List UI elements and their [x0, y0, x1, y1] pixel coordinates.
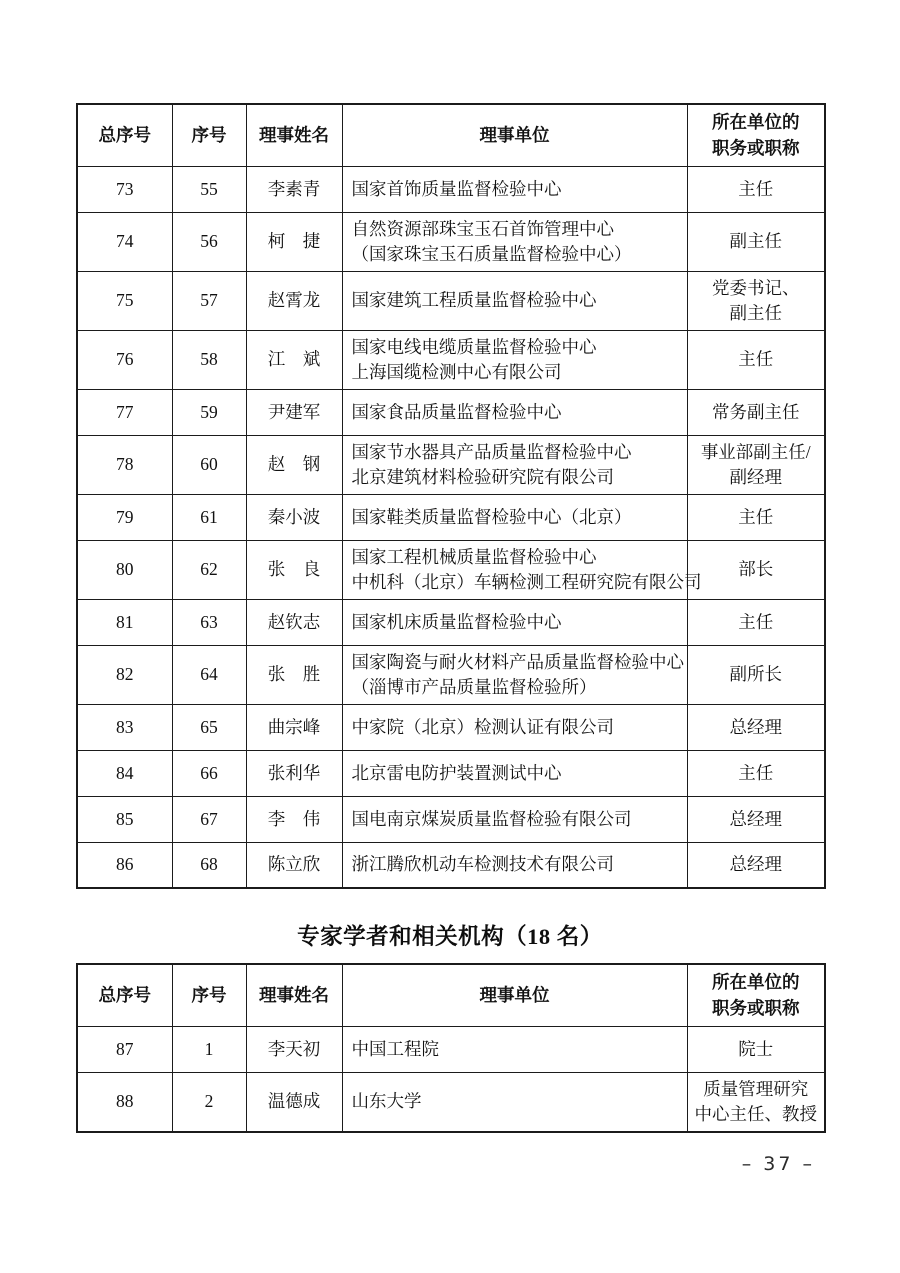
cell-line: 国家鞋类质量监督检验中心（北京） [351, 506, 632, 527]
cell-line: 主任 [738, 178, 774, 199]
cell-line: 总经理 [729, 808, 782, 829]
cell-line: 国家节水器具产品质量监督检验中心 [351, 441, 632, 462]
cell-total-number [77, 212, 172, 271]
cell-member-unit [342, 271, 687, 330]
page-number: – 37 – [741, 1153, 815, 1175]
cell-total-number [77, 271, 172, 330]
cell-line: 68 [200, 854, 218, 875]
table-row [77, 1072, 825, 1132]
header-row [77, 104, 825, 166]
cell-line: 82 [116, 664, 134, 684]
cell-position-title [687, 494, 825, 540]
cell-line: 上海国缆检测中心有限公司 [351, 361, 562, 382]
cell-member-name [246, 212, 342, 271]
cell-position-title [687, 1072, 825, 1132]
cell-line: 江 斌 [267, 349, 321, 369]
cell-member-name [246, 435, 342, 494]
cell-line: 张利华 [267, 762, 321, 783]
cell-position-title [687, 389, 825, 435]
header-position-title [687, 104, 825, 166]
cell-line: 2 [204, 1091, 214, 1111]
table-1-header [77, 104, 825, 166]
cell-line: 75 [116, 290, 134, 310]
cell-line: 尹建军 [267, 401, 321, 422]
cell-position-title [687, 330, 825, 389]
cell-member-name [246, 1072, 342, 1132]
cell-total-number [77, 435, 172, 494]
cell-line: 73 [116, 178, 134, 199]
cell-total-number [77, 842, 172, 888]
section-2-heading: 专家学者和相关机构（18 名） [297, 924, 603, 949]
cell-line: 北京雷电防护装置测试中心 [351, 762, 562, 783]
cell-serial-number [172, 796, 246, 842]
cell-member-unit [342, 540, 702, 599]
cell-line: 国电南京煤炭质量监督检验有限公司 [351, 808, 632, 829]
cell-line: 中国工程院 [351, 1038, 439, 1059]
cell-line: 党委书记、 [712, 277, 800, 298]
header-member-unit: 理事单位 [342, 964, 687, 1026]
header-member-name: 理事姓名 [246, 964, 342, 1026]
cell-line: 62 [200, 559, 218, 579]
cell-member-unit [342, 796, 687, 842]
table-row [77, 330, 825, 389]
cell-member-unit [342, 1026, 687, 1072]
cell-line: 国家首饰质量监督检验中心 [351, 178, 562, 199]
cell-line: 61 [200, 506, 218, 527]
cell-total-number [77, 796, 172, 842]
cell-line: 柯 捷 [267, 231, 321, 251]
cell-member-name [246, 494, 342, 540]
cell-member-unit [342, 599, 687, 645]
cell-position-title [687, 645, 825, 704]
cell-member-name [246, 599, 342, 645]
header-position-title-line2: 职务或职称 [712, 998, 800, 1019]
cell-line: 陈立欣 [267, 854, 321, 875]
table-2-header [77, 964, 825, 1026]
cell-member-name [246, 389, 342, 435]
cell-member-name [246, 330, 342, 389]
cell-member-unit [342, 750, 687, 796]
cell-line: 曲宗峰 [267, 716, 321, 737]
cell-line: 国家电线电缆质量监督检验中心 [351, 336, 597, 357]
cell-member-name [246, 166, 342, 212]
cell-line: 中机科（北京）车辆检测工程研究院有限公司 [351, 571, 702, 592]
cell-line: 1 [204, 1038, 214, 1059]
cell-total-number [77, 166, 172, 212]
cell-line: 赵钦志 [267, 611, 321, 632]
cell-line: 副经理 [729, 466, 782, 487]
cell-line: 总经理 [729, 716, 782, 737]
cell-serial-number [172, 494, 246, 540]
cell-member-unit [342, 389, 687, 435]
cell-position-title [687, 166, 825, 212]
header-position-title [687, 964, 825, 1026]
table-1-body [77, 166, 825, 888]
cell-line: 部长 [738, 559, 774, 579]
cell-position-title [687, 1026, 825, 1072]
cell-line: 83 [116, 716, 134, 737]
cell-line: 李天初 [267, 1038, 321, 1059]
table-row [77, 842, 825, 888]
cell-line: 86 [116, 854, 134, 875]
cell-line: 副主任 [729, 231, 782, 251]
table-row [77, 212, 825, 271]
cell-line: 山东大学 [351, 1091, 422, 1111]
cell-total-number [77, 540, 172, 599]
cell-line: 院士 [738, 1038, 774, 1059]
cell-line: 浙江腾欣机动车检测技术有限公司 [351, 854, 614, 875]
cell-line: 88 [116, 1091, 134, 1111]
table-2-body [77, 1026, 825, 1132]
cell-line: 副主任 [729, 302, 782, 323]
table-row [77, 166, 825, 212]
cell-line: 84 [116, 762, 134, 783]
header-position-title-line2: 职务或职称 [712, 138, 800, 159]
cell-serial-number [172, 704, 246, 750]
cell-member-unit [342, 1072, 687, 1132]
cell-serial-number [172, 540, 246, 599]
cell-line: 56 [200, 231, 218, 251]
cell-line: 81 [116, 611, 134, 632]
header-row [77, 964, 825, 1026]
cell-line: 63 [200, 611, 218, 632]
cell-line: 温德成 [267, 1091, 321, 1111]
cell-serial-number [172, 842, 246, 888]
cell-serial-number [172, 330, 246, 389]
cell-line: 79 [116, 506, 134, 527]
council-members-table-1 [76, 103, 826, 889]
cell-member-name [246, 750, 342, 796]
cell-total-number [77, 330, 172, 389]
cell-position-title [687, 796, 825, 842]
table-row [77, 750, 825, 796]
cell-line: 67 [200, 808, 218, 829]
cell-position-title [687, 750, 825, 796]
cell-serial-number [172, 1026, 246, 1072]
header-serial-number: 序号 [172, 104, 246, 166]
header-position-title-line1: 所在单位的 [712, 972, 800, 993]
cell-line: 80 [116, 559, 134, 579]
cell-position-title [687, 212, 825, 271]
table-row [77, 796, 825, 842]
cell-line: 87 [116, 1038, 134, 1059]
cell-position-title [687, 435, 825, 494]
cell-line: 65 [200, 716, 218, 737]
cell-member-name [246, 704, 342, 750]
cell-member-unit [342, 212, 687, 271]
cell-line: 李 伟 [267, 808, 321, 829]
cell-serial-number [172, 212, 246, 271]
cell-line: 主任 [738, 762, 774, 783]
cell-position-title [687, 540, 825, 599]
cell-member-unit [342, 842, 687, 888]
cell-total-number [77, 389, 172, 435]
cell-line: 常务副主任 [712, 401, 800, 422]
cell-position-title [687, 599, 825, 645]
cell-member-unit [342, 435, 687, 494]
cell-member-unit [342, 645, 687, 704]
cell-member-name [246, 540, 342, 599]
table-row [77, 1026, 825, 1072]
cell-line: 总经理 [729, 854, 782, 875]
cell-total-number [77, 704, 172, 750]
cell-member-name [246, 842, 342, 888]
cell-line: 中家院（北京）检测认证有限公司 [351, 716, 614, 737]
cell-member-name [246, 271, 342, 330]
cell-line: 自然资源部珠宝玉石首饰管理中心 [351, 218, 614, 239]
cell-total-number [77, 494, 172, 540]
experts-scholars-table-2 [76, 963, 826, 1133]
cell-member-name [246, 645, 342, 704]
cell-position-title [687, 271, 825, 330]
cell-line: 国家食品质量监督检验中心 [351, 401, 562, 422]
cell-serial-number [172, 435, 246, 494]
table-row [77, 435, 825, 494]
header-serial-number: 序号 [172, 964, 246, 1026]
cell-line: 55 [200, 178, 218, 199]
cell-total-number [77, 750, 172, 796]
cell-member-unit [342, 166, 687, 212]
cell-line: 事业部副主任/ [700, 441, 811, 462]
cell-line: 57 [200, 290, 218, 310]
cell-line: 主任 [738, 611, 774, 632]
cell-serial-number [172, 166, 246, 212]
table-row [77, 389, 825, 435]
cell-line: 66 [200, 762, 218, 783]
cell-total-number [77, 645, 172, 704]
cell-line: 秦小波 [267, 506, 321, 527]
cell-total-number [77, 599, 172, 645]
cell-line: 张 胜 [267, 664, 321, 684]
cell-serial-number [172, 599, 246, 645]
cell-serial-number [172, 645, 246, 704]
cell-member-name [246, 1026, 342, 1072]
cell-line: （淄博市产品质量监督检验所） [351, 676, 597, 697]
cell-member-unit [342, 494, 687, 540]
cell-line: 质量管理研究 [703, 1078, 809, 1099]
cell-line: 64 [200, 664, 218, 684]
cell-line: 国家机床质量监督检验中心 [351, 611, 562, 632]
header-total-number: 总序号 [77, 964, 172, 1026]
cell-line: 59 [200, 401, 218, 422]
cell-line: 中心主任、教授 [694, 1103, 817, 1124]
cell-line: 主任 [738, 349, 774, 369]
table-row [77, 540, 825, 599]
cell-total-number [77, 1026, 172, 1072]
cell-member-unit [342, 704, 687, 750]
table-row [77, 271, 825, 330]
cell-line: 58 [200, 349, 218, 369]
cell-line: （国家珠宝玉石质量监督检验中心） [351, 243, 632, 264]
cell-line: 85 [116, 808, 134, 829]
cell-serial-number [172, 271, 246, 330]
cell-line: 74 [116, 231, 134, 251]
cell-serial-number [172, 1072, 246, 1132]
cell-line: 赵霄龙 [267, 290, 321, 310]
cell-line: 副所长 [729, 664, 782, 684]
cell-line: 国家建筑工程质量监督检验中心 [351, 290, 597, 310]
cell-line: 76 [116, 349, 134, 369]
cell-line: 国家工程机械质量监督检验中心 [351, 546, 597, 567]
header-total-number: 总序号 [77, 104, 172, 166]
cell-position-title [687, 704, 825, 750]
cell-line: 主任 [738, 506, 774, 527]
table-row [77, 645, 825, 704]
cell-total-number [77, 1072, 172, 1132]
table-row [77, 599, 825, 645]
cell-line: 60 [200, 454, 218, 474]
cell-line: 77 [116, 401, 134, 422]
cell-member-name [246, 796, 342, 842]
table-row [77, 704, 825, 750]
cell-line: 北京建筑材料检验研究院有限公司 [351, 466, 614, 487]
cell-position-title [687, 842, 825, 888]
cell-line: 张 良 [267, 559, 321, 579]
cell-line: 国家陶瓷与耐火材料产品质量监督检验中心 [351, 651, 684, 672]
header-member-name: 理事姓名 [246, 104, 342, 166]
header-member-unit: 理事单位 [342, 104, 687, 166]
table-row [77, 494, 825, 540]
cell-serial-number [172, 750, 246, 796]
cell-member-unit [342, 330, 687, 389]
header-position-title-line1: 所在单位的 [712, 112, 800, 133]
cell-line: 李素青 [267, 178, 321, 199]
cell-line: 赵 钢 [267, 454, 321, 474]
cell-line: 78 [116, 454, 134, 474]
cell-serial-number [172, 389, 246, 435]
